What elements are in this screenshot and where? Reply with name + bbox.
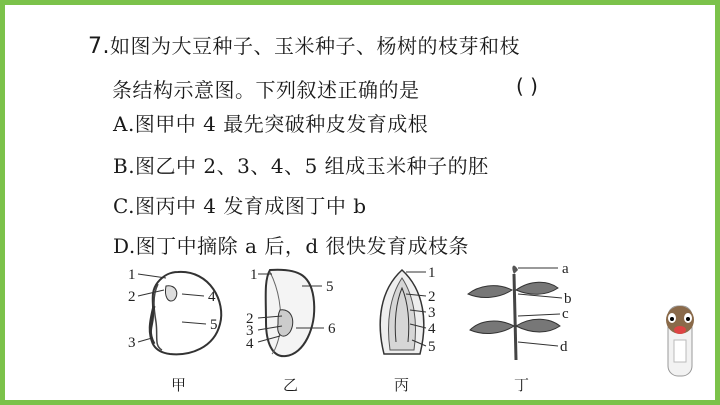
yi-label-3: 3	[246, 323, 254, 339]
figure-jia-soybean	[118, 262, 228, 362]
yi-label-4: 4	[246, 336, 254, 352]
yi-label-6: 6	[328, 321, 336, 337]
figure-bing-bud	[366, 262, 456, 362]
stem-text-2: 条结构示意图。下列叙述正确的是	[112, 78, 420, 102]
option-a: A.图甲中 4 最先突破种皮发育成根	[113, 112, 429, 136]
dog-mascot-image	[650, 296, 710, 386]
answer-paren: ( )	[516, 74, 538, 98]
figure-ding-branch	[462, 260, 582, 364]
yi-label-5: 5	[326, 279, 334, 295]
jia-label-2: 2	[128, 289, 136, 305]
jia-label-3: 3	[128, 335, 136, 351]
caption-jia: 甲	[171, 376, 187, 394]
option-d: D.图丁中摘除 a 后，d 很快发育成枝条	[113, 234, 469, 258]
question-number: 7.	[88, 34, 110, 59]
caption-bing: 丙	[394, 376, 410, 394]
bing-label-4: 4	[428, 321, 436, 337]
ding-label-c: c	[562, 306, 569, 322]
yi-label-2: 2	[246, 311, 254, 327]
yi-label-1: 1	[250, 267, 258, 283]
bing-label-1: 1	[428, 265, 436, 281]
question-stem-line1	[88, 30, 520, 59]
jia-label-4: 4	[208, 289, 216, 305]
bing-label-3: 3	[428, 305, 436, 321]
caption-yi: 乙	[283, 376, 299, 394]
ding-label-d: d	[560, 339, 568, 355]
bing-label-2: 2	[428, 289, 436, 305]
option-b: B.图乙中 2、3、4、5 组成玉米种子的胚	[113, 154, 489, 178]
stem-text-1: 如图为大豆种子、玉米种子、杨树的枝芽和枝	[110, 34, 520, 58]
jia-label-1: 1	[128, 267, 136, 283]
caption-ding: 丁	[514, 376, 530, 394]
option-c: C.图丙中 4 发育成图丁中 b	[113, 194, 367, 218]
jia-label-5: 5	[210, 317, 218, 333]
ding-label-a: a	[562, 261, 569, 277]
bing-label-5: 5	[428, 339, 436, 355]
ding-label-b: b	[564, 291, 572, 307]
figure-yi-corn	[240, 262, 360, 362]
leader-line	[138, 274, 166, 278]
